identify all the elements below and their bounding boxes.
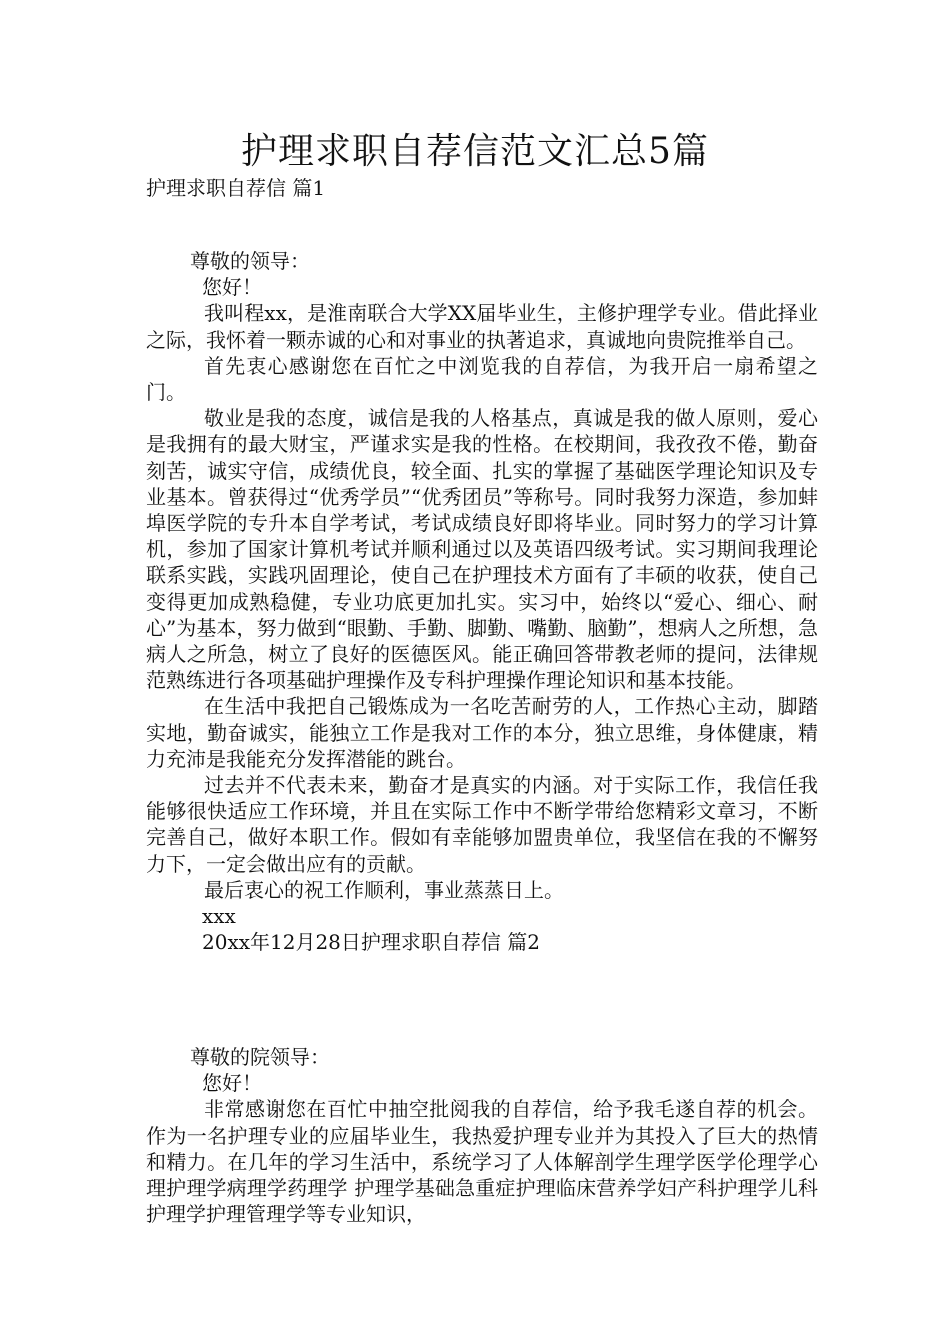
letter-1-date-section-title-2: 20xx年12月28日护理求职自荐信 篇2 [202,930,540,955]
letter-2-paragraph-intro: 非常感谢您在百忙中抽空批阅我的自荐信，给予我毛遂自荐的机会。作为一名护理专业的应届毕业生，我热爱护理专业并为其投入了巨大的热情和精力。在几年的学习生活中，系统学习了人体解剖学生理学医学伦理学心理护理学病理学药理学 护理学基础急重症护理临床营养学妇产科护理学儿科护理学护理管理学等专业知识， [146,1097,818,1227]
letter-1-signature: xxx [202,904,236,929]
letter-1-paragraph-future: 过去并不代表未来，勤奋才是真实的内涵。对于实际工作，我信任我能够很快适应工作环境，并且在实际工作中不断学带给您精彩文章习，不断完善自己，做好本职工作。假如有幸能够加盟贵单位，我坚信在我的不懈努力下，一定会做出应有的贡献。 [146,773,818,876]
letter-1-paragraph-intro: 我叫程xx，是淮南联合大学XX届毕业生，主修护理学专业。借此择业之际，我怀着一颗赤诚的心和对事业的执著追求，真诚地向贵院推举自己。 [146,301,818,352]
letter-1-paragraph-character: 在生活中我把自己锻炼成为一名吃苦耐劳的人，工作热心主动，脚踏实地，勤奋诚实，能独立工作是我对工作的本分，独立思维，身体健康，精力充沛是我能充分发挥潜能的跳台。 [146,694,818,771]
section-title-1: 护理求职自荐信 篇1 [146,176,326,200]
letter-2-greeting: 您好！ [202,1071,262,1096]
letter-1 [146,248,818,955]
letter-2 [146,1044,818,1227]
document-title: 护理求职自荐信范文汇总5篇 [241,131,709,172]
letter-1-greeting: 您好！ [202,275,262,300]
letter-1-paragraph-thanks: 首先衷心感谢您在百忙之中浏览我的自荐信，为我开启一扇希望之门。 [146,353,818,405]
letter-1-paragraph-qualifications: 敬业是我的态度，诚信是我的人格基点，真诚是我的做人原则，爱心是我拥有的最大财宝，严谨求实是我的性格。在校期间，我孜孜不倦，勤奋刻苦，诚实守信，成绩优良，较全面、扎实的掌握了基础医学理论知识及专业基本。曾获得过“优秀学员”“优秀团员”等称号。同时我努力深造，参加蚌埠医学院的专升本自学考试，考试成绩良好即将毕业。同时努力的学习计算机，参加了国家计算机考试并顺利通过以及英语四级考试。实习期间我理论联系实践，实践巩固理论，使自己在护理技术方面有了丰硕的收获，使自己变得更加成熟稳健，专业功底更加扎实。实习中，始终以“爱心、细心、耐心”为基本，努力做到“眼勤、手勤、脚勤、嘴勤、脑勤”，想病人之所想，急病人之所急，树立了良好的医德医风。能正确回答带教老师的提问，法律规范熟练进行各项基础护理操作及专科护理操作理论知识和基本技能。 [146,406,818,693]
letter-1-paragraph-closing: 最后衷心的祝工作顺利，事业蒸蒸日上。 [204,877,564,902]
letter-1-salutation: 尊敬的领导： [190,249,310,273]
letter-2-salutation: 尊敬的院领导： [190,1045,330,1069]
